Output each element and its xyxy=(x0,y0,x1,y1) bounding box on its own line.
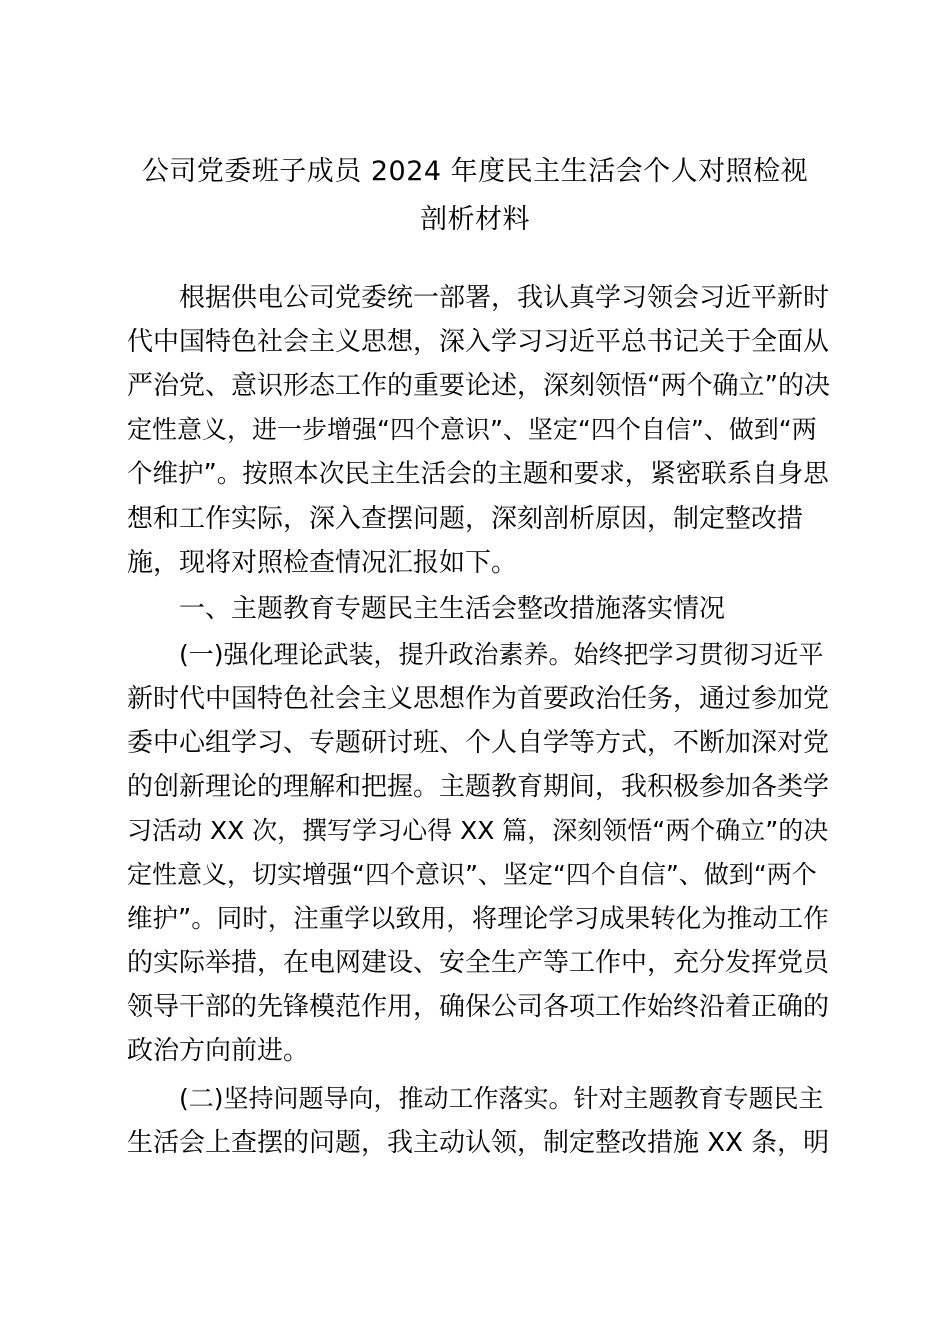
paragraph-line: 严治党、意识形态工作的重要论述，深刻领悟“两个确立”的决 xyxy=(127,371,830,401)
paragraph-line: (二)坚持问题导向，推动工作落实。针对主题教育专题民主 xyxy=(179,1084,824,1113)
paragraph-line: 定性意义，切实增强“四个意识”、坚定“四个自信”、做到“两个 xyxy=(127,860,817,889)
paragraph-line: 想和工作实际，深入查摆问题，深刻剖析原因，制定整改措 xyxy=(127,504,804,534)
paragraph-line: 习活动 XX 次，撰写学习心得 XX 篇，深刻领悟“两个确立”的决 xyxy=(127,816,829,845)
paragraph-line: 维护”。同时，注重学以致用，将理论学习成果转化为推动工作 xyxy=(127,904,829,934)
paragraph-line: 政治方向前进。 xyxy=(127,1036,310,1066)
paragraph-line: 生活会上查摆的问题，我主动认领，制定整改措施 XX 条，明 xyxy=(127,1128,830,1158)
paragraph-line: 施，现将对照检查情况汇报如下。 xyxy=(127,548,518,578)
paragraph-line: 的创新理论的理解和把握。主题教育期间，我积极参加各类学 xyxy=(127,772,830,802)
document-title-line-1: 公司党委班子成员 2024 年度民主生活会个人对照检视 xyxy=(141,156,809,187)
paragraph-line: 的实际举措，在电网建设、安全生产等工作中，充分发挥党员 xyxy=(127,948,830,978)
section-heading: 一、主题教育专题民主生活会整改措施落实情况 xyxy=(179,594,726,624)
paragraph-line: 新时代中国特色社会主义思想作为首要政治任务，通过参加党 xyxy=(127,684,830,714)
paragraph-line: 个维护”。按照本次民主生活会的主题和要求，紧密联系自身思 xyxy=(127,459,829,489)
paragraph-line: 代中国特色社会主义思想，深入学习习近平总书记关于全面从 xyxy=(127,327,830,357)
paragraph-line: 根据供电公司党委统一部署，我认真学习领会习近平新时 xyxy=(179,283,830,313)
document-title-line-2: 剖析材料 xyxy=(420,204,530,235)
paragraph-line: (一)强化理论武装，提升政治素养。始终把学习贯彻习近平 xyxy=(179,640,824,669)
paragraph-line: 领导干部的先锋模范作用，确保公司各项工作始终沿着正确的 xyxy=(127,992,830,1022)
paragraph-line: 委中心组学习、专题研讨班、个人自学等方式，不断加深对党 xyxy=(127,728,830,758)
paragraph-line: 定性意义，进一步增强“四个意识”、坚定“四个自信”、做到“两 xyxy=(127,415,817,444)
